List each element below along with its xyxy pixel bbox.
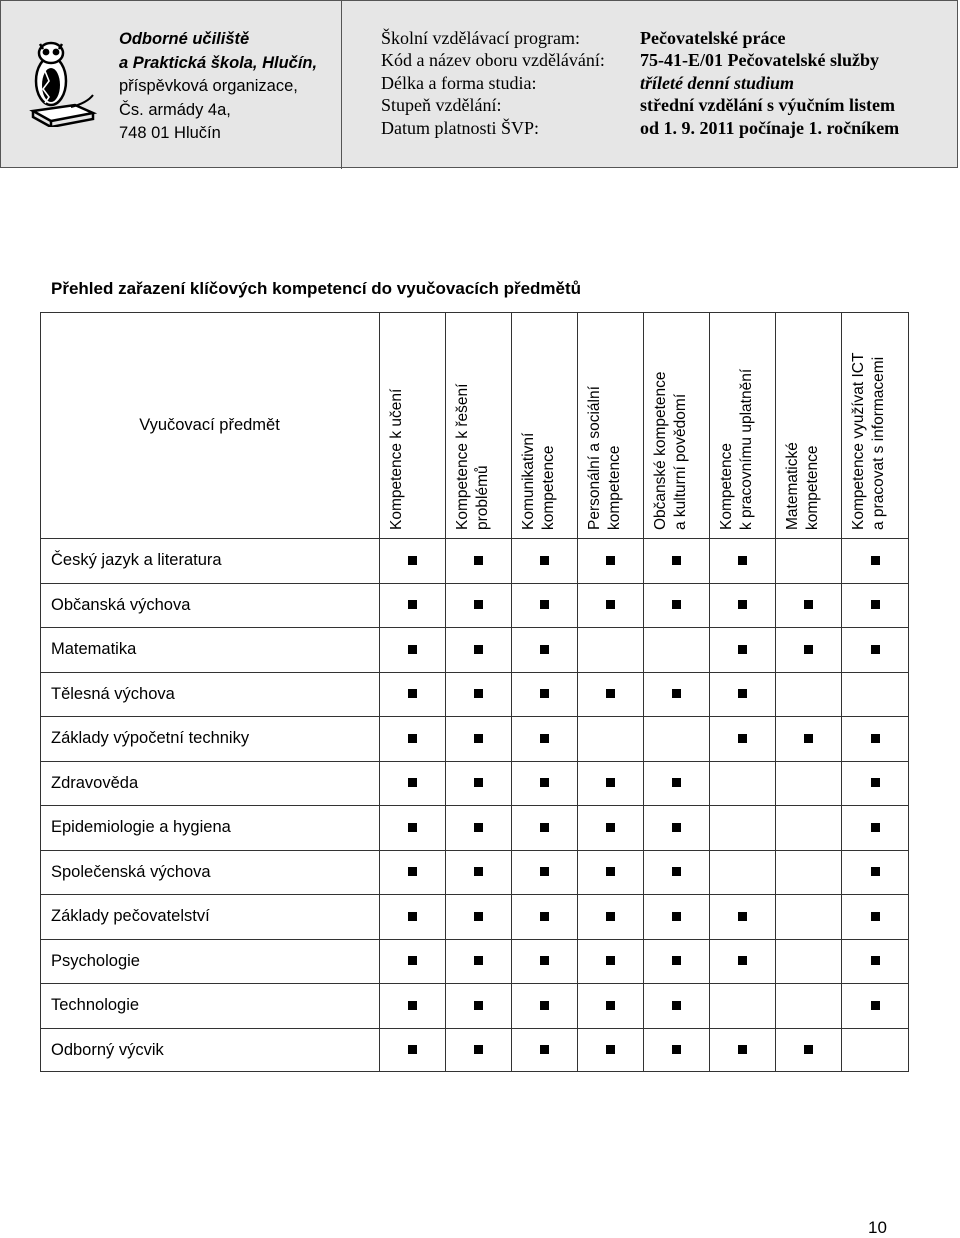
competency-mark xyxy=(606,556,615,565)
program-label: Datum platnosti ŠVP: xyxy=(381,117,540,138)
competency-mark xyxy=(871,867,880,876)
competency-header-line: Občanské kompetence xyxy=(652,371,669,530)
competency-mark xyxy=(540,912,549,921)
competency-header xyxy=(511,312,577,538)
school-line: Odborné učiliště xyxy=(119,30,250,48)
competency-mark xyxy=(672,778,681,787)
competency-mark xyxy=(606,1045,615,1054)
competency-mark xyxy=(804,1045,813,1054)
competency-mark xyxy=(474,645,483,654)
competency-mark xyxy=(408,778,417,787)
competency-mark xyxy=(672,1045,681,1054)
program-values xyxy=(640,27,899,139)
competency-mark xyxy=(408,867,417,876)
program-value: tříleté denní studium xyxy=(640,72,795,93)
competency-mark xyxy=(738,1045,747,1054)
subject-name: Matematika xyxy=(51,640,137,658)
competency-mark xyxy=(408,600,417,609)
table-row xyxy=(40,583,909,628)
competency-mark xyxy=(606,1001,615,1010)
competency-mark xyxy=(672,867,681,876)
competency-mark xyxy=(606,867,615,876)
competency-mark xyxy=(738,556,747,565)
table-row xyxy=(40,1028,909,1073)
competency-mark xyxy=(672,600,681,609)
competency-mark xyxy=(738,645,747,654)
competency-mark xyxy=(540,689,549,698)
competency-header-line: a kulturní povědomí xyxy=(672,393,689,530)
competency-mark xyxy=(540,1045,549,1054)
competency-mark xyxy=(871,600,880,609)
document-header xyxy=(0,0,958,168)
competency-mark xyxy=(474,778,483,787)
competency-mark xyxy=(408,556,417,565)
competency-mark xyxy=(606,823,615,832)
competency-mark xyxy=(408,823,417,832)
competency-mark xyxy=(408,1001,417,1010)
table-row xyxy=(40,805,909,850)
competency-header-line: k pracovnímu uplatnění xyxy=(738,368,755,530)
competency-header xyxy=(643,312,709,538)
competency-mark xyxy=(408,912,417,921)
competency-mark xyxy=(540,778,549,787)
competency-mark xyxy=(540,1001,549,1010)
competency-mark xyxy=(474,689,483,698)
subject-name: Psychologie xyxy=(51,951,140,970)
competency-mark xyxy=(540,645,549,654)
subject-name: Občanská výchova xyxy=(51,595,191,614)
program-value: od 1. 9. 2011 počínaje 1. ročníkem xyxy=(640,117,900,138)
competency-mark xyxy=(606,956,615,965)
competency-mark xyxy=(408,734,417,743)
competency-header-line: kompetence xyxy=(540,445,557,530)
table-row xyxy=(40,850,909,895)
competency-mark xyxy=(540,867,549,876)
subject-name: Základy výpočetní techniky xyxy=(51,729,250,747)
competency-mark xyxy=(540,600,549,609)
competency-header-line: problémů xyxy=(474,465,491,530)
subject-name: Technologie xyxy=(51,996,140,1014)
table-row xyxy=(40,538,909,583)
competency-mark xyxy=(871,734,880,743)
program-label: Délka a forma studia: xyxy=(381,72,537,93)
competency-mark xyxy=(474,734,483,743)
subject-name: Základy pečovatelství xyxy=(51,907,210,925)
competency-header xyxy=(841,312,907,538)
competency-mark xyxy=(474,1001,483,1010)
competency-header-line: Kompetence využívat ICT xyxy=(850,352,867,530)
competency-mark xyxy=(474,867,483,876)
table-row xyxy=(40,761,909,806)
subject-column-header: Vyučovací předmět xyxy=(139,415,280,434)
competency-header-line: kompetence xyxy=(606,445,623,530)
competency-mark xyxy=(474,956,483,965)
competency-mark xyxy=(474,823,483,832)
competency-mark xyxy=(871,556,880,565)
subject-name: Epidemiologie a hygiena xyxy=(51,818,231,836)
competency-mark xyxy=(474,1045,483,1054)
competency-mark xyxy=(738,912,747,921)
subject-name: Odborný výcvik xyxy=(51,1040,164,1059)
table-row xyxy=(40,672,909,717)
competency-mark xyxy=(408,956,417,965)
program-value: Pečovatelské práce xyxy=(640,28,786,48)
school-line: příspěvková organizace, xyxy=(119,77,298,95)
competency-mark xyxy=(606,600,615,609)
competency-header xyxy=(775,312,841,538)
competency-header xyxy=(379,312,445,538)
subject-name: Český jazyk a literatura xyxy=(51,551,222,569)
competency-mark xyxy=(871,912,880,921)
header-divider xyxy=(341,1,342,169)
school-line: a Praktická škola, Hlučín, xyxy=(119,53,318,72)
competency-header-line: Kompetence xyxy=(718,442,735,530)
competency-mark xyxy=(408,1045,417,1054)
section-title: Přehled zařazení klíčových kompetencí do vyučovacích předmětů xyxy=(51,279,582,298)
competency-mark xyxy=(804,600,813,609)
competency-mark xyxy=(738,956,747,965)
program-label: Školní vzdělávací program: xyxy=(381,28,580,48)
competency-mark xyxy=(540,556,549,565)
competency-header-line: Komunikativní xyxy=(520,432,537,530)
owl-logo-icon xyxy=(27,41,97,127)
page-number: 10 xyxy=(868,1218,887,1237)
table-row xyxy=(40,894,909,939)
subject-name: Tělesná výchova xyxy=(51,684,175,703)
competency-mark xyxy=(606,912,615,921)
table-row xyxy=(40,627,909,672)
competency-mark xyxy=(540,956,549,965)
school-line: Čs. armády 4a, xyxy=(119,100,231,119)
competency-mark xyxy=(474,600,483,609)
competency-mark xyxy=(672,556,681,565)
competency-mark xyxy=(871,956,880,965)
competency-mark xyxy=(738,689,747,698)
program-label: Kód a název oboru vzdělávání: xyxy=(381,50,605,71)
competency-mark xyxy=(474,556,483,565)
subject-name: Společenská výchova xyxy=(51,862,211,881)
competency-header-line: Personální a sociální xyxy=(586,386,603,530)
competency-mark xyxy=(540,823,549,832)
competency-mark xyxy=(606,778,615,787)
competency-mark xyxy=(871,1001,880,1010)
school-info xyxy=(119,28,341,146)
competency-mark xyxy=(408,689,417,698)
competency-mark xyxy=(672,912,681,921)
competency-mark xyxy=(672,823,681,832)
competency-header xyxy=(445,312,511,538)
competency-mark xyxy=(672,689,681,698)
competency-header-line: a pracovat s informacemi xyxy=(870,356,887,530)
competency-mark xyxy=(474,912,483,921)
table-row xyxy=(40,983,909,1028)
school-line: 748 01 Hlučín xyxy=(119,124,221,142)
competency-header-line: Kompetence k učení xyxy=(388,388,405,530)
table-row xyxy=(40,939,909,984)
competency-header xyxy=(709,312,775,538)
program-value: střední vzdělání s výučním listem xyxy=(640,95,895,116)
competency-mark xyxy=(871,778,880,787)
competency-mark xyxy=(804,645,813,654)
competency-mark xyxy=(672,1001,681,1010)
competency-header-line: Matematické xyxy=(784,442,801,530)
program-labels xyxy=(381,27,605,139)
competency-header xyxy=(577,312,643,538)
competency-header-line: Kompetence k řešení xyxy=(454,383,471,530)
table-row xyxy=(40,716,909,761)
competency-mark xyxy=(804,734,813,743)
competency-mark xyxy=(672,956,681,965)
competency-mark xyxy=(408,645,417,654)
competency-mark xyxy=(738,734,747,743)
program-value: 75-41-E/01 Pečovatelské služby xyxy=(640,50,879,71)
competency-mark xyxy=(871,645,880,654)
competency-mark xyxy=(738,600,747,609)
competency-header-line: kompetence xyxy=(804,445,821,530)
program-label: Stupeň vzdělání: xyxy=(381,95,502,116)
competency-mark xyxy=(606,689,615,698)
competency-mark xyxy=(871,823,880,832)
subject-name: Zdravověda xyxy=(51,773,139,792)
competency-mark xyxy=(540,734,549,743)
